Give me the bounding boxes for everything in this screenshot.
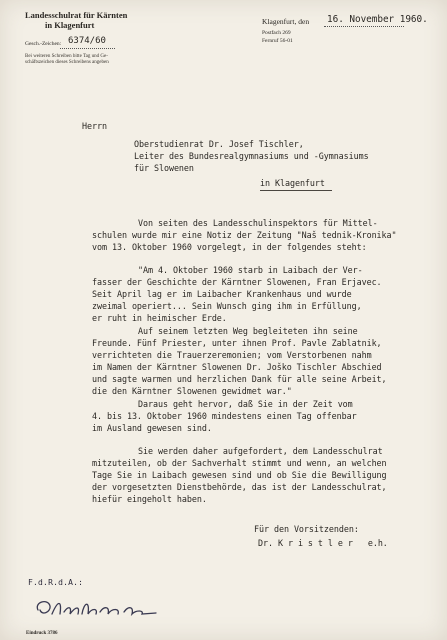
recipient-line3: für Slowenen (134, 163, 194, 173)
recipient-salutation: Herrn (82, 121, 107, 131)
org-name-line1: Landesschulrat für Kärnten (25, 10, 128, 20)
paragraph-3-line: verrichteten die Trauerzeremonien; vom Verstorbenen nahm (92, 350, 372, 360)
letter-date: 16. November 1960. (327, 14, 428, 25)
paragraph-1-line: vom 13. Oktober 1960 vorgelegt, in der folgendes steht: (92, 242, 367, 252)
recipient-place: in Klagenfurt (260, 178, 325, 188)
phone-number: Fernruf 56-01 (262, 38, 293, 44)
handwritten-signature (32, 596, 162, 626)
paragraph-5-line: mitzuteilen, ob der Sachverhalt stimmt und wenn, an welchen (92, 458, 387, 468)
date-underline (324, 26, 404, 27)
org-name-line2: in Klagenfurt (45, 20, 95, 30)
paragraph-5-line: hiefür eingeholt haben. (92, 494, 207, 504)
closing-line1: Für den Vorsitzenden: (254, 524, 359, 534)
paragraph-3-line: die den Kärntner Slowenen gewidmet war." (92, 386, 292, 396)
paragraph-3-line: Freunde. Fünf Priester, unter ihnen Prof. Pavle Zablatnik, (92, 338, 382, 348)
paragraph-4-line: im Ausland gewesen sind. (92, 423, 212, 433)
paragraph-5-line: der vorgesetzten Dienstbehörde, das ist der Landesschulrat, (92, 482, 387, 492)
city-header: Klagenfurt, den (262, 17, 310, 26)
fdrda-stamp: F.d.R.d.A.: (28, 578, 84, 587)
paragraph-5-line: Tage Sie in Laibach gewesen sind und ob Sie die Bewilligung (92, 470, 387, 480)
paragraph-3-line: und sagte warmen und herzlichen Dank für alle seine Arbeit, (92, 374, 387, 384)
paragraph-5-line: Sie werden daher aufgefordert, dem Landesschulrat (138, 446, 383, 456)
paragraph-1-line: Von seiten des Landesschulinspektors für Mittel- (138, 218, 378, 228)
paragraph-3-line: Auf seinem letzten Weg begleiteten ihn seine (138, 326, 358, 336)
paragraph-2-line: "Am 4. Oktober 1960 starb in Laibach der Ver- (138, 265, 363, 275)
print-number: Eindruck 3786 (26, 631, 58, 636)
recipient-line1: Oberstudienrat Dr. Josef Tischler, (134, 139, 304, 149)
reference-underline (60, 48, 115, 49)
recipient-line2: Leiter des Bundesrealgymnasiums und -Gymnasiums (134, 151, 369, 161)
reference-note-line1: Bei weiteren Schreiben bitte Tag und Ge- (25, 54, 108, 59)
paragraph-1-line: schulen wurde mir eine Notiz der Zeitung "Naš tednik-Kronika" (92, 230, 397, 240)
paragraph-2-line: Seit April lag er im Laibacher Krankenhaus und wurde (92, 289, 352, 299)
paragraph-4-line: Daraus geht hervor, daß Sie in der Zeit vom (138, 399, 353, 409)
reference-label: Gesch.-Zeichen: (25, 41, 62, 47)
paragraph-2-line: fasser der Geschichte der Kärntner Slowenen, Fran Erjavec. (92, 277, 382, 287)
closing-line2: Dr. K r i s t l e r e.h. (258, 538, 388, 548)
postbox: Postfach 269 (262, 30, 291, 36)
reference-number: 6374/60 (68, 36, 106, 46)
paragraph-2-line: zweimal operiert... Sein Wunsch ging ihm in Erfüllung, (92, 301, 362, 311)
paragraph-2-line: er ruht in heimischer Erde. (92, 313, 227, 323)
recipient-place-underline (260, 190, 332, 191)
signature-scribble (32, 596, 162, 622)
reference-note-line2: schäftszeichen dieses Schreibens angeben (25, 60, 109, 65)
paragraph-4-line: 4. bis 13. Oktober 1960 mindestens einen Tag offenbar (92, 411, 357, 421)
paragraph-3-line: im Namen der Kärntner Slowenen Dr. Joško Tischler Abschied (92, 362, 382, 372)
